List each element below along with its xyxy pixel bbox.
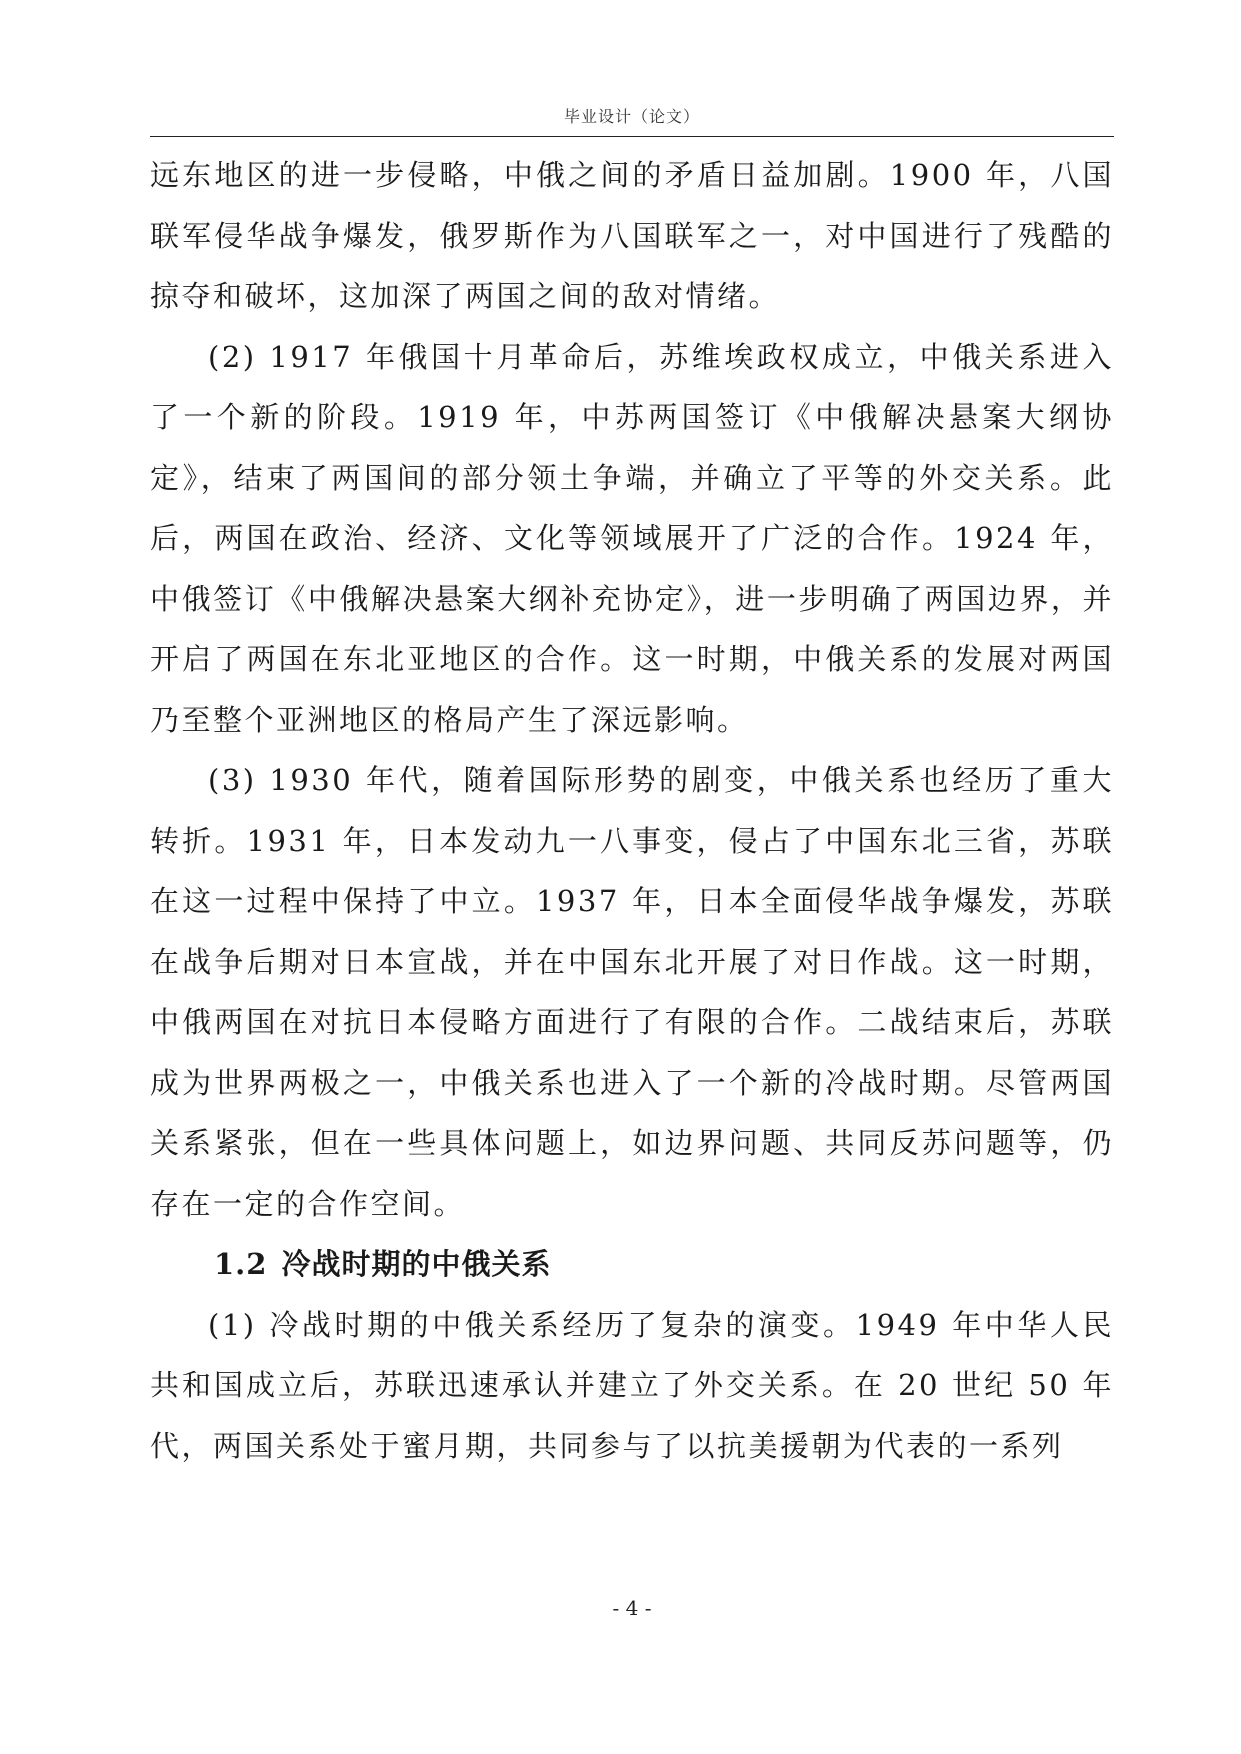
running-header: 毕业设计（论文） <box>563 107 700 126</box>
paragraph-item-2: (2) 1917 年俄国十月革命后，苏维埃政权成立，中俄关系进入了一个新的阶段。1919 年，中苏两国签订《中俄解决悬案大纲协定》，结束了两国间的部分领土争端，并确立了平等的外交关系。此后，两国在政治、经济、文化等领域展开了广泛的合作。1924 年，中俄签订《中俄解决悬案大纲补充协定》，进一步明确了两国边界，并开启了两国在东北亚地区的合作。这一时期，中俄关系的发展对两国乃至整个亚洲地区的格局产生了深远影响。 <box>150 339 1114 737</box>
body-text <box>150 145 1114 1476</box>
section-number: 1.2 <box>214 1247 268 1281</box>
section-title: 冷战时期的中俄关系 <box>281 1247 552 1281</box>
header-rule <box>150 136 1114 137</box>
section-heading <box>150 1234 1114 1295</box>
page-number: - 4 - <box>612 1596 652 1620</box>
paragraph-item-3: (3) 1930 年代，随着国际形势的剧变，中俄关系也经历了重大转折。1931 年，日本发动九一八事变，侵占了中国东北三省，苏联在这一过程中保持了中立。1937 年，日本全面侵华战争爆发，苏联在战争后期对日本宣战，并在中国东北开展了对日作战。这一时期，中俄两国在对抗日本侵略方面进行了有限的合作。二战结束后，苏联成为世界两极之一，中俄关系也进入了一个新的冷战时期。尽管两国关系紧张，但在一些具体问题上，如边界问题、共同反苏问题等，仍存在一定的合作空间。 <box>150 763 1114 1221</box>
paragraph-continuation: 远东地区的进一步侵略，中俄之间的矛盾日益加剧。1900 年，八国联军侵华战争爆发，俄罗斯作为八国联军之一，对中国进行了残酷的掠夺和破坏，这加深了两国之间的敌对情绪。 <box>150 158 1114 313</box>
paragraph-section-item-1: (1) 冷战时期的中俄关系经历了复杂的演变。1949 年中华人民共和国成立后，苏联迅速承认并建立了外交关系。在 20 世纪 50 年代，两国关系处于蜜月期，共同参与了以抗美援朝为代表的一系列 <box>150 1307 1114 1463</box>
